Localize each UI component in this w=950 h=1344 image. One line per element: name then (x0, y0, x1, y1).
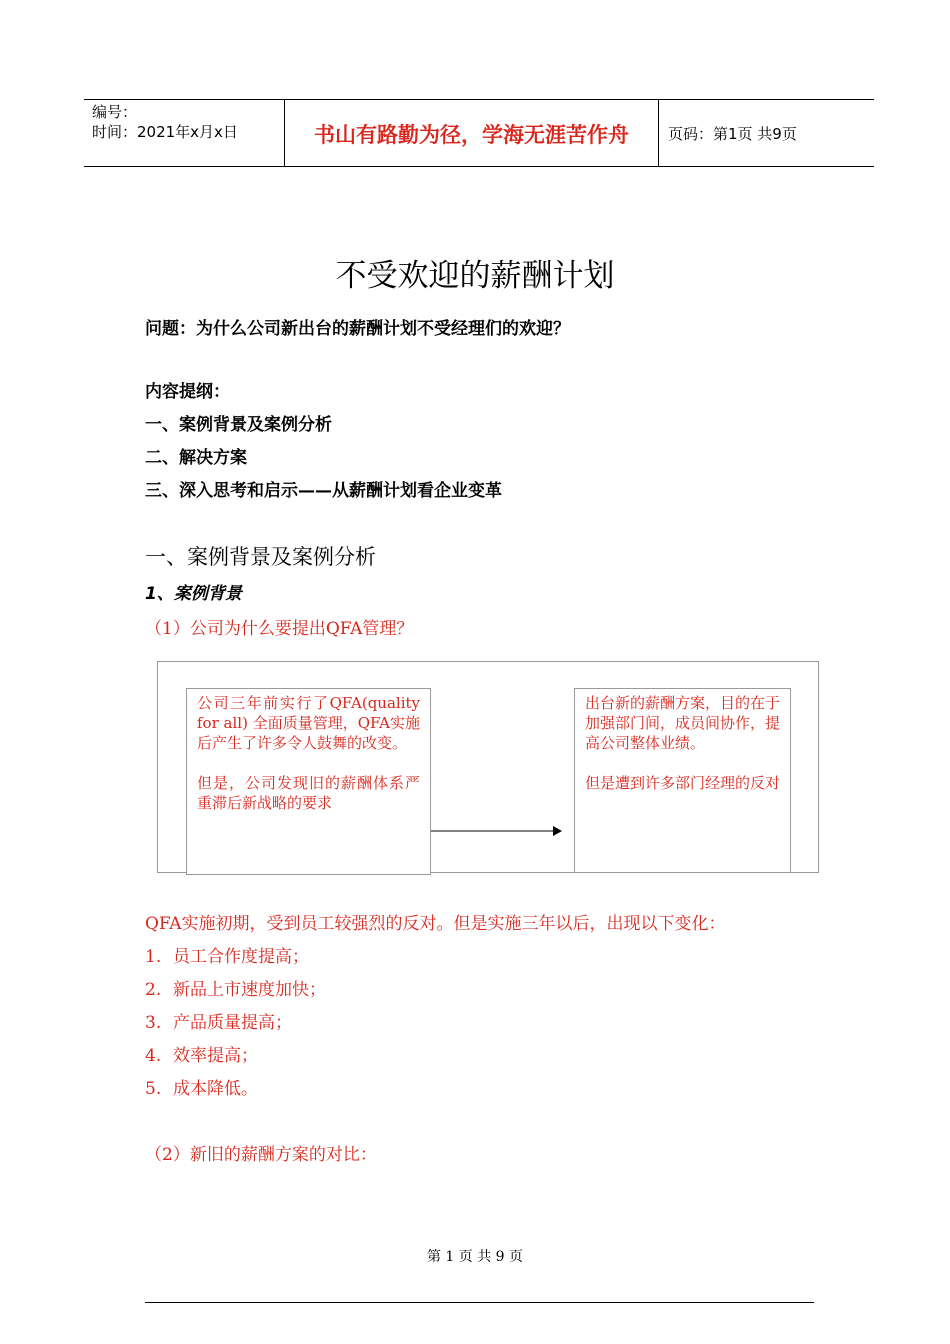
outline-item: 三、深入思考和启示——从薪酬计划看企业变革 (145, 481, 502, 501)
diagram-box-right (574, 688, 791, 873)
list-item: 1. 员工合作度提高； (145, 947, 309, 967)
page-footer: 第 1 页 共 9 页 (426, 1249, 524, 1265)
diagram-left-text: 但是，公司发现旧的薪酬体系严重滞后新战略的要求 (197, 774, 420, 812)
changes-intro: QFA实施初期，受到员工较强烈的反对。但是实施三年以后，出现以下变化： (145, 914, 726, 934)
diagram-right-text: 但是遭到许多部门经理的反对 (585, 774, 781, 792)
page-header (84, 99, 874, 167)
document-title: 不受欢迎的薪酬计划 (335, 258, 615, 294)
question-one: （1）公司为什么要提出QFA管理？ (145, 619, 414, 639)
header-number: 编号： (92, 103, 138, 121)
footer-rule (145, 1302, 814, 1303)
diagram-box-left (186, 688, 431, 875)
diagram-left-text: 公司三年前实行了QFA(quality for all) 全面质量管理，QFA实施后产生了许多令人鼓舞的改变。 (197, 694, 420, 752)
header-meta (92, 102, 282, 142)
outline-item: 一、案例背景及案例分析 (145, 415, 332, 435)
list-item: 5. 成本降低。 (145, 1079, 258, 1099)
section-heading: 一、案例背景及案例分析 (145, 545, 376, 569)
list-item: 2. 新品上市速度加快； (145, 980, 326, 1000)
arrow-icon (431, 825, 563, 837)
outline-item: 二、解决方案 (145, 448, 247, 468)
list-item: 4. 效率提高； (145, 1046, 258, 1066)
header-page-info: 页码：第1页 共9页 (668, 125, 797, 143)
outline-heading: 内容提纲： (145, 382, 230, 402)
header-divider (658, 100, 659, 167)
sub-heading: 1、案例背景 (145, 584, 242, 604)
header-motto: 书山有路勤为径，学海无涯苦作舟 (314, 122, 629, 147)
header-time: 时间：2021年x月x日 (92, 123, 238, 141)
list-item: 3. 产品质量提高； (145, 1013, 292, 1033)
question-line: 问题：为什么公司新出台的薪酬计划不受经理们的欢迎？ (145, 319, 570, 339)
question-two: （2）新旧的薪酬方案的对比： (145, 1145, 377, 1165)
diagram-right-text: 出台新的薪酬方案，目的在于加强部门间，成员间协作，提高公司整体业绩。 (585, 694, 781, 752)
